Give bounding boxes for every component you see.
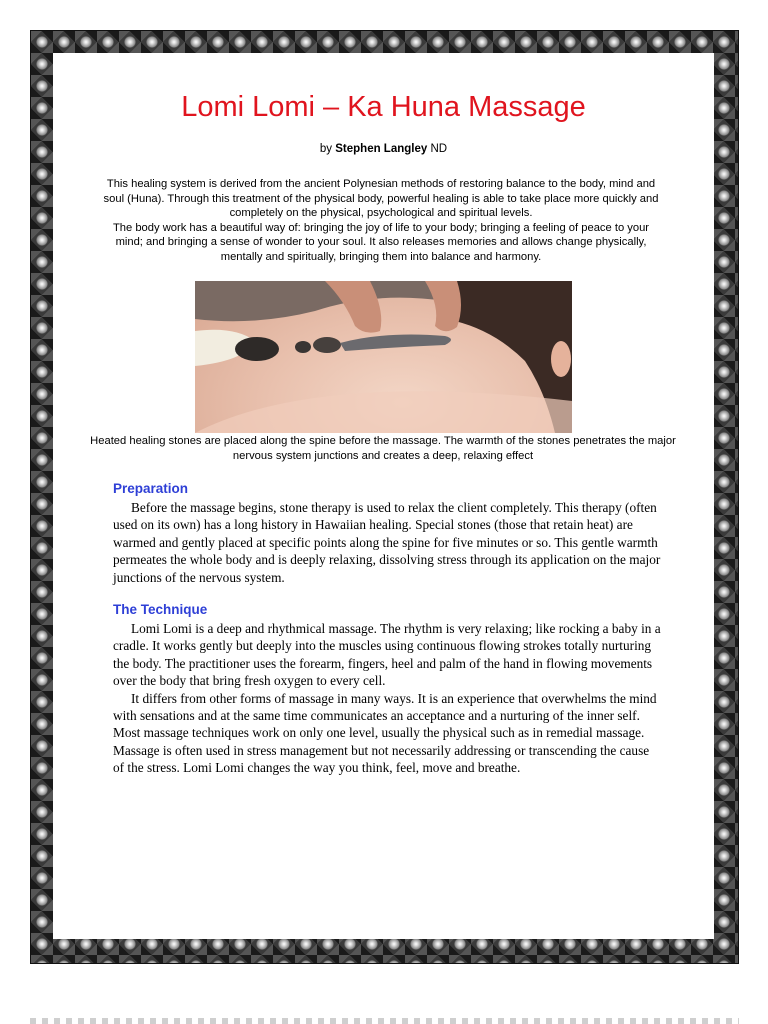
section-body-technique [113,620,661,777]
photo-caption: Heated healing stones are placed along the spine before the massage. The warmth of the stones penetrates the major nervous system junctions and creates a deep, relaxing effect [90,435,676,462]
section-body-preparation [113,499,661,586]
section-heading-preparation: Preparation [113,481,189,496]
next-page-border-edge [30,1018,739,1024]
technique-paragraph-2: It differs from other forms of massage in many ways. It is an experience that overwhelms the mind with sensations and at the same time communicates an acceptance and a nurturing of the inner self. Most massage techniques work on only one level, usually the physical such as in remedial massage. Massage is often used in stress management but not necessarily addressing or transcending the cause of the stress. Lomi Lomi changes the way you think, feel, move and breathe. [113,690,657,776]
preparation-paragraph-1: Before the massage begins, stone therapy is used to relax the client completely. This therapy (often used on its own) has a long history in Hawaiian healing. Special stones (those that retain heat) are warmed and gently placed at specific points along the spine for five minutes or so. This gentle warmth permeates the whole body and is deeply relaxing, dissolving stress through its application on the major junctions of the nervous system. [113,500,661,585]
intro-text [101,177,661,264]
document-page [53,53,714,939]
byline [53,143,714,155]
byline-prefix: by [319,143,333,155]
author-name: Stephen Langley [335,143,428,155]
intro-paragraph-2: The body work has a beautiful way of: bringing the joy of life to your body; bringing a feeling of peace to your mind; and bringing a sense of wonder to your soul. It also releases memories and allows change physically, mentally and spiritually, bringing them into balance and harmony. [112,221,650,263]
hot-stone-massage-photo [195,281,572,433]
document-title: Lomi Lomi – Ka Huna Massage [181,91,586,123]
intro-paragraph-1: This healing system is derived from the ancient Polynesian methods of restoring balance to the body, mind and soul (Huna). Through this treatment of the physical body, powerful healing is able to take place more quickly and completely on the physical, psychological and spiritual levels. [103,178,659,219]
section-heading-technique: The Technique [113,602,208,617]
technique-paragraph-1: Lomi Lomi is a deep and rhythmical massage. The rhythm is very relaxing; like rocking a baby in a cradle. It works gently but deeply into the muscles using continuous flowing strokes totally nurturing the body. The practitioner uses the forearm, fingers, heel and palm of the hand in flowing movements over the body that bring fresh oxygen to every cell. [113,621,661,689]
author-suffix: ND [430,143,448,155]
